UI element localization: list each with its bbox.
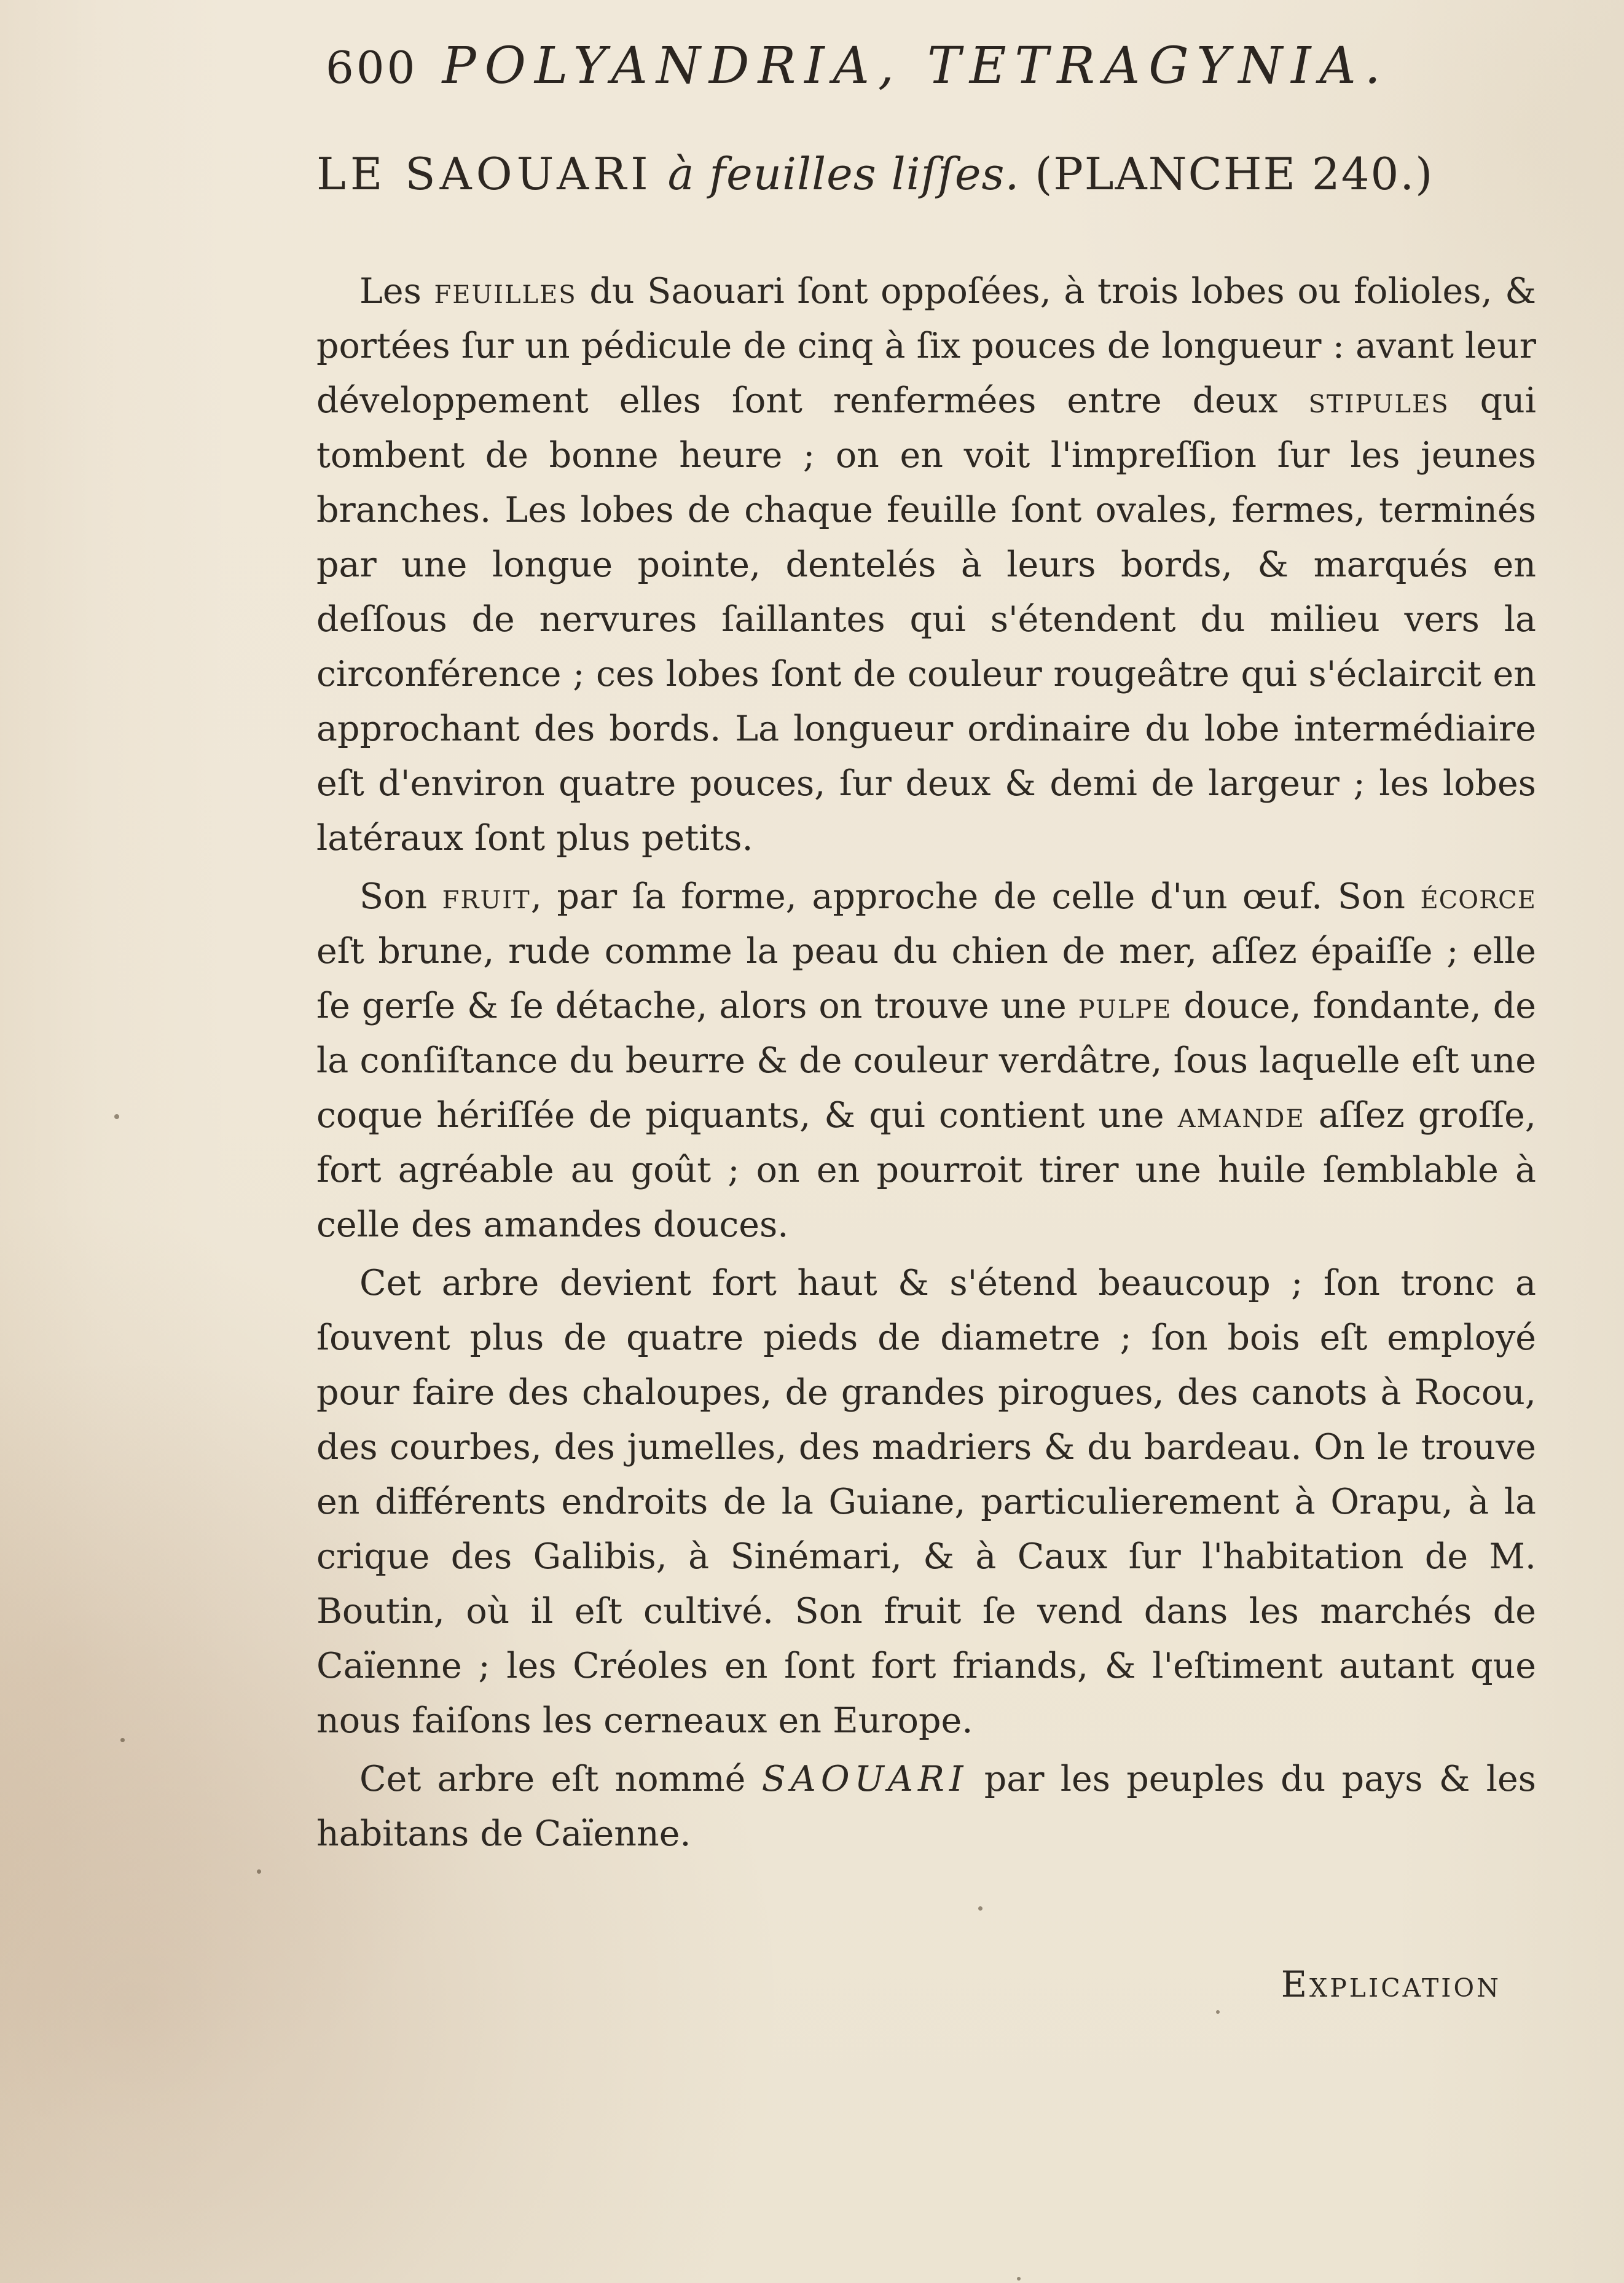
paper-speck	[120, 1738, 125, 1742]
text-segment: Cet arbre eſt nommé	[359, 1759, 762, 1799]
term-almond: amande	[1177, 1095, 1305, 1136]
section-title	[316, 147, 1434, 200]
text-segment: Son	[359, 876, 442, 917]
text-segment: Les	[359, 271, 434, 312]
paragraph-fruit	[316, 870, 1536, 1252]
paper-speck	[1017, 2277, 1021, 2281]
running-title: POLYANDRIA, TETRAGYNIA.	[442, 37, 1389, 95]
catchword: Explication	[1281, 1963, 1501, 2005]
plant-name: LE SAOUARI	[316, 148, 653, 200]
page-header	[326, 37, 1456, 111]
local-name: SAOUARI	[761, 1759, 968, 1799]
paragraph-local-name	[316, 1752, 1536, 1861]
text-segment: douce, fondante, de la conſiſtance du beurre & de couleur verdâtre, ſous laquelle eſt une coque hériſſée de piquants, & qui contient une	[316, 986, 1536, 1136]
paper-speck	[978, 1906, 983, 1911]
plant-epithet: à feuilles liſſes.	[667, 148, 1020, 200]
paper-speck	[114, 1114, 119, 1119]
paper-speck	[257, 1869, 261, 1874]
body-text	[316, 264, 1536, 1861]
page-number: 600	[326, 42, 418, 93]
text-segment: , par ſa forme, approche de celle d'un œuf. Son	[530, 876, 1421, 917]
term-stipules: stipules	[1308, 380, 1449, 421]
plate-reference: (PLANCHE 240.)	[1035, 148, 1434, 200]
paragraph-leaves	[316, 264, 1536, 866]
text-segment: qui tombent de bonne heure ; on en voit l'impreſſion ſur les jeunes branches. Les lobes de chaque feuille ſont ovales, fermes, terminés par une longue pointe, dentelés à leurs bords, & marqués en deſſous de nervures ſaillantes qui s'étendent du milieu vers la circonférence ; ces lobes ſont de couleur rougeâtre qui s'éclaircit en approchant des bords. La longueur ordinaire du lobe intermédiaire eſt d'environ quatre pouces, ſur deux & demi de largeur ; les lobes latéraux ſont plus petits.	[316, 380, 1537, 859]
text-segment: par les peuples du pays & les habitans de Caïenne.	[316, 1759, 1537, 1854]
paragraph-tree-uses: Cet arbre devient fort haut & s'étend beaucoup ; ſon tronc a ſouvent plus de quatre pieds de diametre ; ſon bois eſt employé pour faire des chaloupes, de grandes pirogues, des canots à Rocou, des courbes, des jumelles, des madriers & du bardeau. On le trouve en différents endroits de la Guiane, particulierement à Orapu, à la crique des Galibis, à Sinémari, & à Caux ſur l'habitation de M. Boutin, où il eſt cultivé. Son fruit ſe vend dans les marchés de Caïenne ; les Créoles en ſont fort friands, & l'eſtiment autant que nous faiſons les cerneaux en Europe.	[316, 1263, 1536, 1741]
text-segment: du Saouari ſont oppoſées, à trois lobes ou folioles, & portées ſur un pédicule de cinq à ſix pouces de longueur : avant leur développement elles ſont renfermées entre deux	[316, 271, 1536, 421]
text-segment: eſt brune, rude comme la peau du chien de mer, aſſez épaiſſe ; elle ſe gerſe & ſe détache, alors on trouve une	[316, 931, 1536, 1026]
term-leaves: feuilles	[434, 271, 577, 312]
term-pulp: pulpe	[1078, 986, 1172, 1026]
term-bark: écorce	[1420, 876, 1536, 917]
paper-speck	[1216, 2010, 1220, 2014]
term-fruit: fruit	[442, 876, 531, 917]
text-segment: aſſez groſſe, fort agréable au goût ; on en pourroit tirer une huile ſemblable à celle des amandes douces.	[316, 1095, 1536, 1245]
